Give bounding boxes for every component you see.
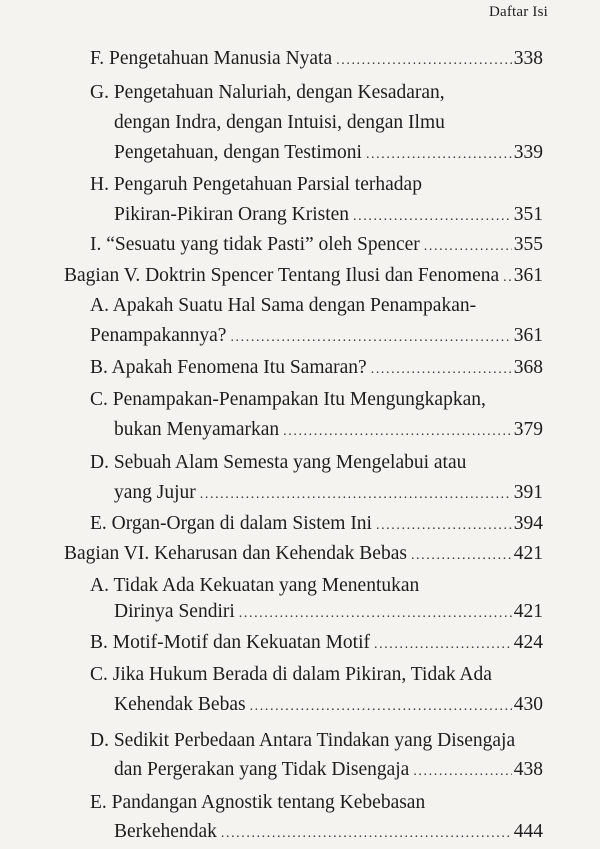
toc-entry-v-c-line1: C. Penampakan-Penampakan Itu Mengungkapkan, (90, 389, 486, 410)
toc-entry-label: I. “Sesuatu yang tidak Pasti” oleh Spencer (90, 234, 420, 255)
leader-dots (200, 483, 512, 507)
leader-dots (221, 822, 512, 846)
leader-dots (366, 143, 512, 167)
leader-dots (250, 695, 512, 719)
toc-entry-v-e[interactable] (90, 512, 543, 538)
running-head: Daftar Isi (488, 4, 548, 20)
toc-entry-vi-c-line1: C. Jika Hukum Berada di dalam Pikiran, Tidak Ada (90, 664, 492, 685)
leader-dots (283, 420, 512, 444)
leader-dots (413, 760, 511, 784)
toc-entry-vi-d-line1: D. Sedikit Perbedaan Antara Tindakan yang Disengaja (90, 730, 516, 751)
toc-entry-vi-a-line1: A. Tidak Ada Kekuatan yang Menentukan (90, 575, 420, 596)
toc-entry-label: B. Apakah Fenomena Itu Samaran? (90, 357, 367, 378)
toc-page-number: 421 (513, 601, 543, 622)
leader-dots (353, 205, 512, 229)
toc-page-number: 379 (513, 419, 543, 440)
toc-entry-label: Bagian VI. Keharusan dan Kehendak Bebas (64, 543, 407, 564)
toc-entry-label: Penampakannya? (90, 325, 227, 346)
toc-entry-label: Bagian V. Doktrin Spencer Tentang Ilusi dan Fenomena (64, 265, 500, 286)
toc-entry-h[interactable] (114, 203, 543, 229)
leader-dots (371, 358, 512, 382)
toc-entry-label: Kehendak Bebas (114, 694, 246, 715)
toc-entry-label: Berkehendak (114, 821, 217, 842)
toc-entry-g[interactable] (114, 141, 543, 167)
toc-entry-v-a[interactable] (90, 324, 543, 350)
toc-page-number: 368 (513, 357, 543, 378)
leader-dots (411, 544, 512, 568)
toc-entry-v-a-line1: A. Apakah Suatu Hal Sama dengan Penampakan- (90, 295, 477, 316)
toc-page-number: 421 (513, 543, 543, 564)
leader-dots (374, 633, 512, 657)
toc-entry-vi-a[interactable] (114, 600, 543, 626)
toc-entry-v-c[interactable] (114, 418, 543, 444)
toc-entry-label: Dirinya Sendiri (114, 601, 235, 622)
toc-page-number: 351 (513, 204, 543, 225)
leader-dots (336, 49, 512, 73)
toc-page-number: 339 (513, 142, 543, 163)
toc-entry-label: E. Organ-Organ di dalam Sistem Ini (90, 513, 372, 534)
toc-entry-label: F. Pengetahuan Manusia Nyata (90, 48, 333, 69)
toc-entry-label: Pikiran-Pikiran Orang Kristen (114, 204, 350, 225)
toc-entry-label: bukan Menyamarkan (114, 419, 280, 440)
toc-entry-bagian-vi[interactable] (64, 542, 543, 568)
toc-page-number: 338 (513, 48, 543, 69)
leader-dots (503, 266, 512, 290)
toc-entry-label: Pengetahuan, dengan Testimoni (114, 142, 362, 163)
toc-entry-bagian-v[interactable] (64, 264, 543, 290)
toc-entry-vi-e-line1: E. Pandangan Agnostik tentang Kebebasan (90, 792, 426, 813)
toc-entry-v-d-line1: D. Sebuah Alam Semesta yang Mengelabui atau (90, 452, 467, 473)
toc-page-number: 361 (513, 325, 543, 346)
toc-entry-vi-c[interactable] (114, 693, 543, 719)
toc-entry-label: dan Pergerakan yang Tidak Disengaja (114, 759, 410, 780)
leader-dots (376, 514, 512, 538)
toc-entry-v-b[interactable] (90, 356, 543, 382)
toc-entry-vi-d[interactable] (114, 758, 543, 784)
toc-page-number: 355 (513, 234, 543, 255)
toc-entry-i[interactable] (90, 233, 543, 259)
toc-entry-vi-b[interactable] (90, 631, 543, 657)
toc-entry-v-d[interactable] (114, 481, 543, 507)
toc-page-number: 424 (513, 632, 543, 653)
toc-entry-f[interactable] (90, 47, 543, 73)
leader-dots (230, 326, 511, 350)
toc-entry-vi-e[interactable] (114, 820, 543, 846)
toc-entry-g-line1: G. Pengetahuan Naluriah, dengan Kesadaran, (90, 82, 445, 103)
toc-entry-h-line1: H. Pengaruh Pengetahuan Parsial terhadap (90, 174, 422, 195)
toc-page-number: 430 (513, 694, 543, 715)
toc-entry-g-line2: dengan Indra, dengan Intuisi, dengan Ilmu (114, 112, 445, 133)
toc-entry-label: B. Motif-Motif dan Kekuatan Motif (90, 632, 370, 653)
leader-dots (424, 235, 512, 259)
toc-page-number: 438 (513, 759, 543, 780)
toc-page-number: 361 (513, 265, 543, 286)
leader-dots (239, 602, 512, 626)
toc-page-number: 394 (513, 513, 543, 534)
toc-entry-label: yang Jujur (114, 482, 196, 503)
toc-page-number: 444 (513, 821, 543, 842)
toc-page-number: 391 (513, 482, 543, 503)
